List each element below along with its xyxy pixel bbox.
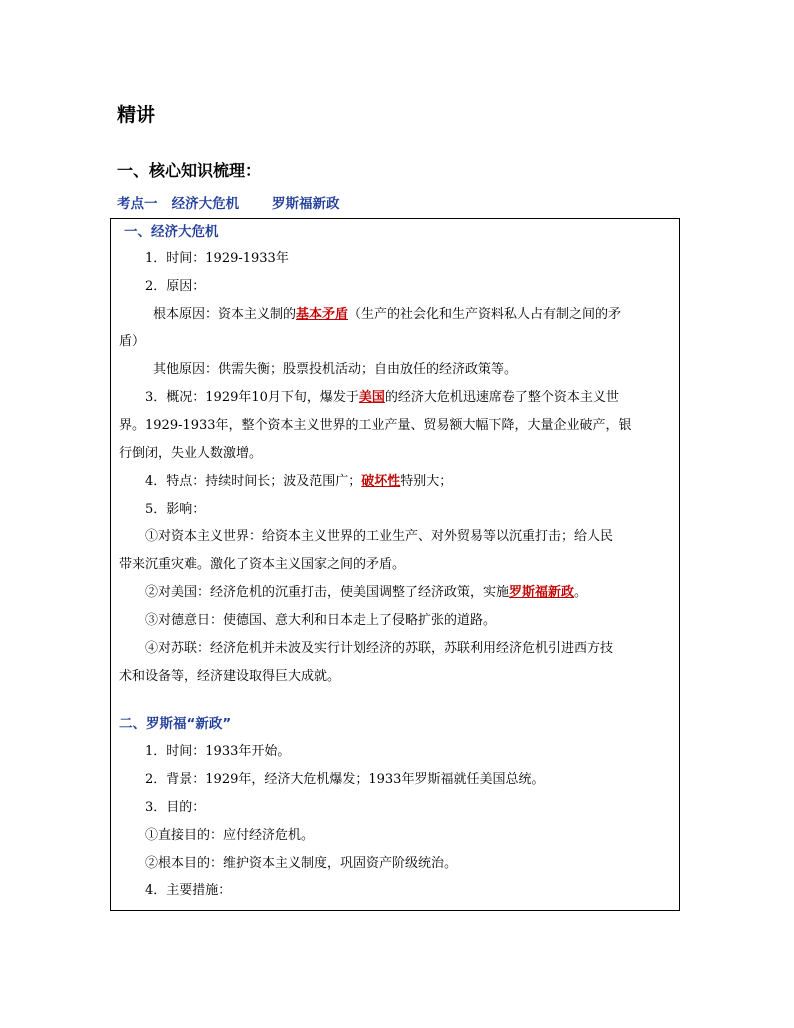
overview-text-cont: 的经济大危机迅速席卷了整个资本主义世	[384, 390, 619, 405]
impact2-end: 。	[574, 585, 588, 600]
features-text: 4．特点：持续时间长；波及范围广；	[145, 474, 362, 489]
part1-impact3: ③对德意日：使德国、意大利和日本走上了侵略扩张的道路。	[145, 613, 497, 628]
highlight-basic-contradiction: 基本矛盾	[296, 307, 349, 322]
part1-root-cause-cont: 盾）	[119, 334, 146, 349]
part1-root-cause	[153, 306, 621, 324]
topic-prefix: 考点一	[117, 196, 158, 212]
part1-impact-label: 5．影响：	[145, 502, 206, 517]
highlight-usa: 美国	[358, 390, 385, 405]
impact2-text: ②对美国：经济危机的沉重打击，使美国调整了经济政策，实施	[145, 585, 510, 600]
part1-impact1: ①对资本主义世界：给资本主义世界的工业生产、对外贸易等以沉重打击；给人民	[145, 529, 614, 544]
part1-overview	[145, 389, 619, 407]
part2-measures-label: 4．主要措施：	[145, 883, 232, 898]
part1-cause-label: 2．原因：	[145, 279, 206, 294]
part1-features	[145, 473, 452, 491]
part1-other-causes: 其他原因：供需失衡；股票投机活动；自由放任的经济政策等。	[153, 362, 518, 377]
page-heading: 精讲	[117, 104, 156, 126]
part2-purpose-direct: ①直接目的：应付经济危机。	[145, 828, 315, 843]
part2-time: 1．时间：1933年开始。	[145, 744, 291, 759]
part1-impact1-cont: 带来沉重灾难。激化了资本主义国家之间的矛盾。	[119, 557, 406, 572]
highlight-destructiveness: 破坏性	[361, 474, 401, 489]
section-heading: 一、核心知识梳理：	[117, 161, 262, 180]
topic-economic-crisis: 经济大危机	[171, 196, 240, 212]
features-text-cont: 特别大；	[400, 474, 453, 489]
part1-overview-line3: 行倒闭，失业人数激增。	[119, 446, 263, 461]
overview-text: 3．概况：1929年10月下旬，爆发于	[145, 390, 359, 405]
topic-line	[117, 192, 340, 212]
part2-purpose-root: ②根本目的：维护资本主义制度，巩固资产阶级统治。	[145, 856, 458, 871]
part1-impact4-cont: 术和设备等，经济建设取得巨大成就。	[119, 669, 341, 684]
part2-title: 二、罗斯福“新政”	[119, 716, 232, 732]
root-cause-detail: （生产的社会化和生产资料私人占有制之间的矛	[348, 307, 622, 322]
part1-overview-line2: 界。1929-1933年，整个资本主义世界的工业产量、贸易额大幅下降，大量企业破产，银	[119, 418, 632, 433]
part1-impact2	[145, 584, 587, 602]
highlight-new-deal: 罗斯福新政	[509, 585, 575, 600]
topic-new-deal: 罗斯福新政	[272, 196, 340, 212]
part2-purpose-label: 3．目的：	[145, 800, 206, 815]
part1-title: 一、经济大危机	[124, 224, 219, 240]
root-cause-text: 根本原因：资本主义制的	[153, 307, 297, 322]
part2-background: 2．背景：1929年，经济大危机爆发；1933年罗斯福就任美国总统。	[145, 772, 545, 787]
part1-impact4: ④对苏联：经济危机并未波及实行计划经济的苏联，苏联利用经济危机引进西方技	[145, 641, 614, 656]
part1-time: 1．时间：1929-1933年	[145, 251, 289, 266]
content-box	[110, 218, 680, 911]
